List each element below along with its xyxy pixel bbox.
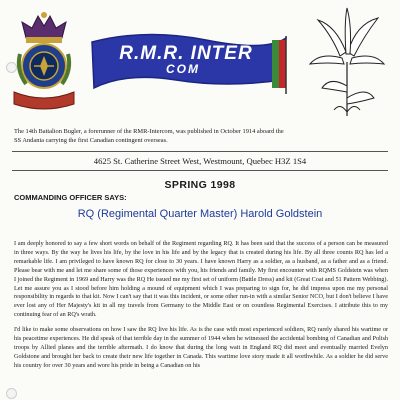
body-paragraph: I'd like to make some observations on how I saw the RQ live his life. As is the case with most experienced soldiers, RQ rarely shared his wartime or his peacetime experiences. He did speak of that terrible day in the summer of 1944 when he witnessed the accidental bombing of Canadian and Polish troops by Allied planes and the terrible aftermath. I do know that during the long wait in England RQ did meet and eventually married Evelyn Goldstone and brought her back to create their new life together in Canada. This wartime love story made it all worthwhile. As a soldier he did serve his country for over 30 years and wore his pride in being a Canadian on his <box>14 326 388 369</box>
intro-note: The 14th Battalion Bugler, a forerunner of the RMR-Intercom, was published in October 1914 aboard the SS Andania carrying the first Canadian contingent overseas. <box>14 128 284 144</box>
binder-hole <box>6 388 17 399</box>
banner-title-line2: COM <box>166 62 200 76</box>
divider <box>12 170 388 171</box>
regimental-crest-logo <box>8 8 80 112</box>
address: 4625 St. Catherine Street West, Westmount, Quebec H3Z 1S4 <box>93 156 307 166</box>
section-heading: COMMANDING OFFICER SAYS: <box>14 193 127 202</box>
body-paragraph: I am deeply honored to say a few short words on behalf of the Regiment regarding RQ. It has been said that the success of a person can be measured in three ways. By the way he lives his life, by the love in his life and by the legacy that is created during his life. By all three counts RQ has led a remarkable life. I am privileged to have known RQ for close to 30 years. I have known Harry as a soldier, as a husband, as a father and as a friend. Please bear with me and let me share some of those experiences with you, his friends and family. My first encounter with RQMS Goldstein was when I joined the Regiment in 1969 and Harry was the RQ He issued me my first set of uniform (Battle Dress) and kit (Great Coat and 51 Pattern Webbing). Let me assure you as I stood before him holding a mound of equipment which I was preparing to sign for, he did impress upon me my personal responsibility in regards to that kit. Now I can't say that it was this incident, or some other run-in with a similar Senior NCO, but I don't believe I have ever lost any of Her Majesty's kit in all my travels from Germany to the Middle East or on countless Regimental Exercises. I attribute this to my continuing fear of an RQ's wrath. <box>14 240 388 319</box>
banner-title-line1: R.M.R. INTER <box>119 43 253 64</box>
lily-flower-illustration <box>306 6 388 126</box>
article-title: RQ (Regimental Quarter Master) Harold Goldstein <box>77 208 323 220</box>
divider <box>12 151 388 152</box>
issue-label: SPRING 1998 <box>164 179 236 191</box>
